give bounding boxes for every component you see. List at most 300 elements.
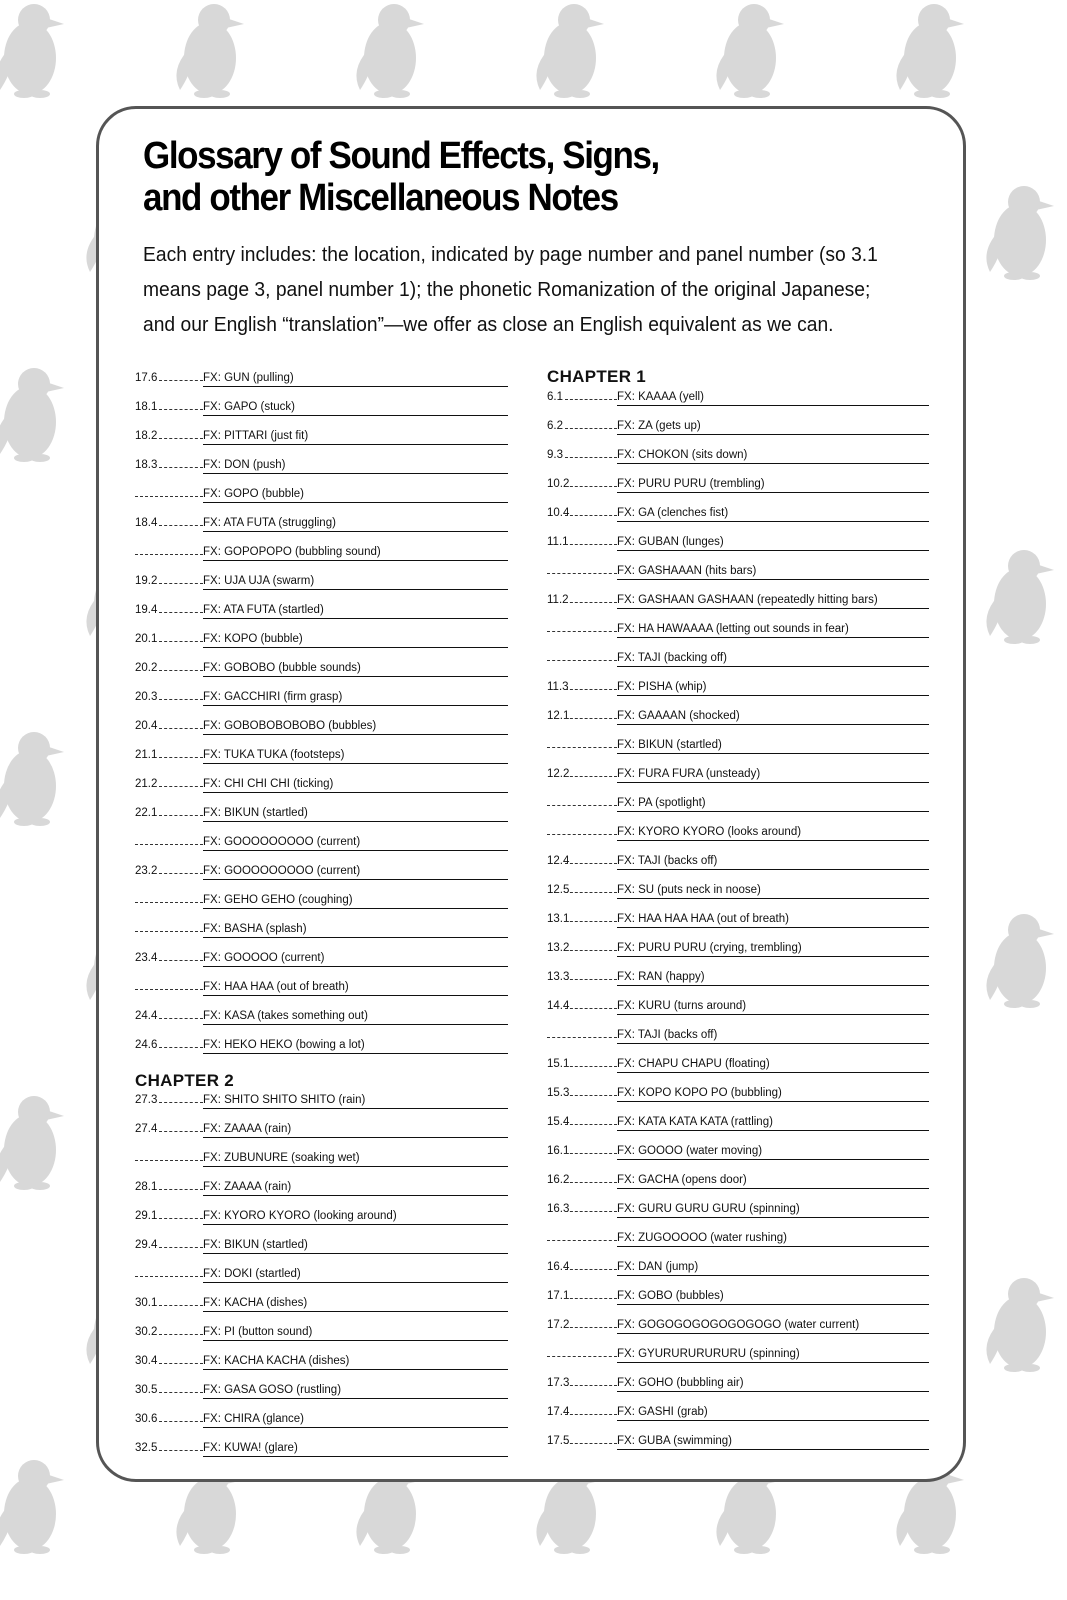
- title-line-1: Glossary of Sound Effects, Signs,: [143, 135, 659, 177]
- entry-location: 18.1: [135, 401, 158, 413]
- glossary-entry: [547, 850, 929, 870]
- entry-underline: [203, 966, 508, 967]
- glossary-entry: [135, 425, 508, 445]
- entry-leader-dashes: [159, 1247, 203, 1248]
- entry-leader-dashes: [159, 1363, 203, 1364]
- glossary-entry: [547, 879, 929, 899]
- entry-sound-effect: FX: GOPO (bubble): [203, 488, 304, 500]
- entry-sound-effect: FX: GASHI (grab): [617, 1406, 708, 1418]
- entry-underline: [203, 647, 508, 648]
- glossary-entry: [135, 686, 508, 706]
- entry-location: 12.5: [547, 884, 570, 896]
- glossary-entry: [547, 792, 929, 812]
- entry-location: 16.1: [547, 1145, 570, 1157]
- entry-sound-effect: FX: SHITO SHITO SHITO (rain): [203, 1094, 366, 1106]
- glossary-entry: [547, 1285, 929, 1305]
- entry-underline: [203, 618, 508, 619]
- glossary-entry: [547, 1111, 929, 1131]
- entry-sound-effect: FX: GOPOPOPO (bubbling sound): [203, 546, 381, 558]
- glossary-entry: [135, 512, 508, 532]
- entry-underline: [203, 502, 508, 503]
- entry-underline: [617, 840, 929, 841]
- entry-underline: [617, 1246, 929, 1247]
- entry-sound-effect: FX: GASHAAN GASHAAN (repeatedly hitting bars): [617, 594, 878, 606]
- glossary-entry: [547, 1140, 929, 1160]
- entry-location: 20.2: [135, 662, 158, 674]
- glossary-entry: [135, 1034, 508, 1054]
- glossary-entry: [135, 947, 508, 967]
- page-title: [143, 135, 787, 219]
- entry-sound-effect: FX: TUKA TUKA (footsteps): [203, 749, 345, 761]
- entry-location: 23.2: [135, 865, 158, 877]
- entry-location: 30.5: [135, 1384, 158, 1396]
- entry-sound-effect: FX: GOGOGOGOGOGOGOGO (water current): [617, 1319, 860, 1331]
- entry-leader-dashes: [565, 1385, 617, 1386]
- entry-sound-effect: FX: KUWA! (glare): [203, 1442, 298, 1454]
- entry-sound-effect: FX: BIKUN (startled): [203, 1239, 308, 1251]
- entry-leader-dashes: [159, 670, 203, 671]
- glossary-entry: [135, 831, 508, 851]
- entry-sound-effect: FX: KACHA KACHA (dishes): [203, 1355, 350, 1367]
- entry-leader-dashes: [159, 1131, 203, 1132]
- entry-underline: [617, 405, 929, 406]
- entry-underline: [203, 792, 508, 793]
- glossary-entry: [135, 976, 508, 996]
- entry-underline: [617, 1014, 929, 1015]
- entry-leader-dashes: [565, 1414, 617, 1415]
- entry-sound-effect: FX: GAPO (stuck): [203, 401, 296, 413]
- entry-location: 12.4: [547, 855, 570, 867]
- entry-leader-dashes: [565, 863, 617, 864]
- entry-leader-dashes: [159, 467, 203, 468]
- entry-location: 18.4: [135, 517, 158, 529]
- entry-underline: [203, 1108, 508, 1109]
- glossary-card: [96, 106, 966, 1482]
- entry-sound-effect: FX: HAA HAA HAA (out of breath): [617, 913, 789, 925]
- entry-underline: [617, 695, 929, 696]
- entry-sound-effect: FX: GACCHIRI (firm grasp): [203, 691, 343, 703]
- entry-leader-dashes: [565, 892, 617, 893]
- entry-location: 10.4: [547, 507, 570, 519]
- entry-underline: [203, 1311, 508, 1312]
- glossary-entry: [547, 473, 929, 493]
- entry-sound-effect: FX: GUBA (swimming): [617, 1435, 733, 1447]
- glossary-entry: [135, 918, 508, 938]
- entry-sound-effect: FX: HA HAWAAAA (letting out sounds in fear): [617, 623, 849, 635]
- glossary-entry: [135, 367, 508, 387]
- entry-underline: [617, 869, 929, 870]
- entry-underline: [617, 1159, 929, 1160]
- entry-sound-effect: FX: GEHO GEHO (coughing): [203, 894, 353, 906]
- entry-leader-dashes: [565, 776, 617, 777]
- entry-leader-dashes: [135, 1276, 203, 1277]
- glossary-entry: [135, 1005, 508, 1025]
- entry-underline: [203, 821, 508, 822]
- chapter-heading: CHAPTER 2: [135, 1071, 235, 1090]
- entry-sound-effect: FX: PITTARI (just fit): [203, 430, 309, 442]
- entry-location: 16.2: [547, 1174, 570, 1186]
- entry-underline: [617, 608, 929, 609]
- entry-sound-effect: FX: DAN (jump): [617, 1261, 699, 1273]
- entry-underline: [203, 763, 508, 764]
- entry-underline: [617, 956, 929, 957]
- entry-leader-dashes: [547, 747, 617, 748]
- entry-sound-effect: FX: KAAAA (yell): [617, 391, 704, 403]
- entry-underline: [203, 1166, 508, 1167]
- entry-leader-dashes: [159, 1047, 203, 1048]
- penguin-silhouette: [356, 4, 424, 98]
- entry-sound-effect: FX: GASHAAAN (hits bars): [617, 565, 757, 577]
- entry-sound-effect: FX: GYURURURURURU (spinning): [617, 1348, 800, 1360]
- entry-leader-dashes: [547, 805, 617, 806]
- entry-sound-effect: FX: ZUBUNURE (soaking wet): [203, 1152, 360, 1164]
- entry-sound-effect: FX: HAA HAA (out of breath): [203, 981, 349, 993]
- entry-sound-effect: FX: GA (clenches fist): [617, 507, 729, 519]
- glossary-entry: [135, 570, 508, 590]
- entry-underline: [203, 1253, 508, 1254]
- entry-leader-dashes: [159, 612, 203, 613]
- entry-sound-effect: FX: KATA KATA KATA (rattling): [617, 1116, 773, 1128]
- glossary-entry: [547, 502, 929, 522]
- entry-leader-dashes: [135, 1160, 203, 1161]
- penguin-silhouette: [0, 732, 64, 826]
- entry-sound-effect: FX: TAJI (backing off): [617, 652, 727, 664]
- entry-underline: [203, 386, 508, 387]
- glossary-entry: [135, 1321, 508, 1341]
- entry-sound-effect: FX: BIKUN (startled): [617, 739, 722, 751]
- penguin-silhouette: [0, 4, 64, 98]
- entry-underline: [203, 1224, 508, 1225]
- glossary-entry: [547, 1198, 929, 1218]
- entry-sound-effect: FX: GOOOO (water moving): [617, 1145, 763, 1157]
- entry-location: 30.2: [135, 1326, 158, 1338]
- glossary-entry: [135, 1147, 508, 1167]
- glossary-entry: [547, 531, 929, 551]
- entry-location: 11.1: [547, 536, 569, 548]
- entry-location: 14.4: [547, 1000, 570, 1012]
- entry-underline: [617, 579, 929, 580]
- glossary-entry: [547, 763, 929, 783]
- entry-leader-dashes: [159, 699, 203, 700]
- glossary-entry: [135, 1350, 508, 1370]
- title-line-2: and other Miscellaneous Notes: [143, 177, 618, 219]
- entry-leader-dashes: [565, 544, 617, 545]
- glossary-entry: [547, 589, 929, 609]
- entry-leader-dashes: [565, 1327, 617, 1328]
- glossary-entry: [135, 1379, 508, 1399]
- entry-location: 13.1: [547, 913, 570, 925]
- glossary-entry: [547, 1256, 929, 1276]
- glossary-entry: [547, 734, 929, 754]
- glossary-entry: [547, 444, 929, 464]
- entry-sound-effect: FX: HEKO HEKO (bowing a lot): [203, 1039, 365, 1051]
- entry-sound-effect: FX: SU (puts neck in noose): [617, 884, 761, 896]
- glossary-entry: [547, 1401, 929, 1421]
- entry-underline: [617, 753, 929, 754]
- entry-location: 24.6: [135, 1039, 158, 1051]
- entry-sound-effect: FX: CHAPU CHAPU (floating): [617, 1058, 770, 1070]
- entry-underline: [203, 995, 508, 996]
- entry-location: 17.6: [135, 372, 158, 384]
- glossary-entry: [547, 1314, 929, 1334]
- entry-leader-dashes: [565, 1095, 617, 1096]
- entry-underline: [203, 879, 508, 880]
- entry-underline: [617, 1101, 929, 1102]
- entry-leader-dashes: [547, 660, 617, 661]
- entry-location: 12.1: [547, 710, 570, 722]
- glossary-entry: [135, 1176, 508, 1196]
- glossary-entry: [547, 1169, 929, 1189]
- entry-leader-dashes: [159, 873, 203, 874]
- glossary-entry: [547, 1053, 929, 1073]
- entry-sound-effect: FX: ZAAAA (rain): [203, 1123, 292, 1135]
- entry-leader-dashes: [159, 1018, 203, 1019]
- entry-underline: [203, 1137, 508, 1138]
- glossary-entry: [135, 657, 508, 677]
- entry-sound-effect: FX: CHOKON (sits down): [617, 449, 748, 461]
- glossary-entry: [547, 1082, 929, 1102]
- glossary-entry: [547, 560, 929, 580]
- entry-underline: [203, 1024, 508, 1025]
- entry-leader-dashes: [159, 1392, 203, 1393]
- entry-leader-dashes: [565, 457, 617, 458]
- glossary-entry: [547, 821, 929, 841]
- entry-sound-effect: FX: GOOOOOOOOO (current): [203, 865, 361, 877]
- entry-underline: [203, 676, 508, 677]
- entry-location: 18.3: [135, 459, 158, 471]
- entry-underline: [617, 1362, 929, 1363]
- entry-sound-effect: FX: KASA (takes something out): [203, 1010, 368, 1022]
- entry-leader-dashes: [565, 921, 617, 922]
- entry-leader-dashes: [565, 428, 617, 429]
- entry-leader-dashes: [565, 486, 617, 487]
- glossary-entry: [135, 1292, 508, 1312]
- entry-leader-dashes: [565, 399, 617, 400]
- entry-underline: [203, 937, 508, 938]
- penguin-silhouette: [0, 368, 64, 462]
- entry-underline: [203, 1398, 508, 1399]
- entry-location: 13.3: [547, 971, 570, 983]
- entry-leader-dashes: [159, 960, 203, 961]
- entry-location: 17.1: [547, 1290, 570, 1302]
- entry-leader-dashes: [565, 602, 617, 603]
- entry-location: 29.1: [135, 1210, 158, 1222]
- entry-location: 11.2: [547, 594, 569, 606]
- entry-leader-dashes: [565, 1124, 617, 1125]
- entry-leader-dashes: [565, 1153, 617, 1154]
- entry-underline: [203, 1369, 508, 1370]
- entry-underline: [617, 1275, 929, 1276]
- entry-leader-dashes: [135, 989, 203, 990]
- glossary-entry: [135, 628, 508, 648]
- entry-underline: [617, 666, 929, 667]
- entry-sound-effect: FX: ZAAAA (rain): [203, 1181, 292, 1193]
- entry-underline: [203, 1340, 508, 1341]
- entry-leader-dashes: [565, 950, 617, 951]
- entry-leader-dashes: [159, 1102, 203, 1103]
- penguin-silhouette: [986, 550, 1054, 644]
- entry-underline: [617, 637, 929, 638]
- entry-underline: [617, 1130, 929, 1131]
- entry-underline: [203, 850, 508, 851]
- entry-leader-dashes: [159, 786, 203, 787]
- penguin-silhouette: [986, 186, 1054, 280]
- glossary-entry: [135, 802, 508, 822]
- glossary-entry: [135, 396, 508, 416]
- entry-location: 19.4: [135, 604, 158, 616]
- entry-underline: [203, 560, 508, 561]
- entry-sound-effect: FX: PA (spotlight): [617, 797, 706, 809]
- entry-leader-dashes: [565, 689, 617, 690]
- entry-leader-dashes: [565, 1008, 617, 1009]
- glossary-entry: [547, 1024, 929, 1044]
- glossary-entry: [135, 454, 508, 474]
- entry-leader-dashes: [565, 718, 617, 719]
- entry-underline: [203, 444, 508, 445]
- glossary-entry: [547, 705, 929, 725]
- entry-sound-effect: FX: ATA FUTA (startled): [203, 604, 324, 616]
- entry-underline: [617, 898, 929, 899]
- entry-leader-dashes: [565, 1443, 617, 1444]
- entry-location: 27.4: [135, 1123, 158, 1135]
- entry-leader-dashes: [547, 573, 617, 574]
- penguin-silhouette: [986, 1278, 1054, 1372]
- entry-underline: [203, 705, 508, 706]
- entry-location: 6.1: [547, 391, 563, 403]
- entry-leader-dashes: [159, 583, 203, 584]
- entry-location: 22.1: [135, 807, 158, 819]
- entry-sound-effect: FX: TAJI (backs off): [617, 1029, 718, 1041]
- entry-location: 21.1: [135, 749, 158, 761]
- entry-sound-effect: FX: GUN (pulling): [203, 372, 294, 384]
- glossary-entry: [547, 676, 929, 696]
- glossary-entry: [135, 1118, 508, 1138]
- entry-location: 16.3: [547, 1203, 570, 1215]
- entry-underline: [617, 782, 929, 783]
- entry-sound-effect: FX: ATA FUTA (struggling): [203, 517, 336, 529]
- entry-leader-dashes: [135, 844, 203, 845]
- entry-location: 12.2: [547, 768, 570, 780]
- entry-underline: [617, 1391, 929, 1392]
- entry-location: 19.2: [135, 575, 158, 587]
- entry-sound-effect: FX: ZA (gets up): [617, 420, 701, 432]
- penguin-silhouette: [896, 4, 964, 98]
- entry-leader-dashes: [565, 979, 617, 980]
- entry-underline: [203, 415, 508, 416]
- entry-location: 20.1: [135, 633, 158, 645]
- entry-sound-effect: FX: DOKI (startled): [203, 1268, 301, 1280]
- entry-leader-dashes: [135, 931, 203, 932]
- glossary-entry: [547, 618, 929, 638]
- entry-sound-effect: FX: KURU (turns around): [617, 1000, 747, 1012]
- entry-sound-effect: FX: GUBAN (lunges): [617, 536, 724, 548]
- entry-leader-dashes: [159, 1218, 203, 1219]
- glossary-entry: [135, 1234, 508, 1254]
- glossary-entry: [547, 908, 929, 928]
- entry-underline: [617, 724, 929, 725]
- entry-underline: [617, 1304, 929, 1305]
- glossary-entry: [547, 1372, 929, 1392]
- entry-leader-dashes: [547, 1240, 617, 1241]
- entry-underline: [617, 492, 929, 493]
- entry-leader-dashes: [565, 1066, 617, 1067]
- entry-sound-effect: FX: KOPO KOPO PO (bubbling): [617, 1087, 782, 1099]
- entry-sound-effect: FX: DON (push): [203, 459, 286, 471]
- entry-underline: [617, 1420, 929, 1421]
- intro-paragraph: Each entry includes: the location, indicated by page number and panel number (so 3.1 means page 3, panel number 1); the phonetic Romanization of the original Japanese; and our English “translation”—we offer as close an English equivalent as we can.: [143, 243, 878, 336]
- entry-leader-dashes: [547, 1037, 617, 1038]
- glossary-entry: [547, 966, 929, 986]
- entry-underline: [203, 908, 508, 909]
- entry-leader-dashes: [135, 496, 203, 497]
- glossary-entry: [547, 415, 929, 435]
- entry-underline: [203, 734, 508, 735]
- penguin-silhouette: [0, 1460, 64, 1554]
- entry-sound-effect: FX: PISHA (whip): [617, 681, 707, 693]
- entry-sound-effect: FX: CHIRA (glance): [203, 1413, 304, 1425]
- entry-underline: [617, 1333, 929, 1334]
- chapter-heading: CHAPTER 1: [547, 367, 647, 386]
- entry-location: 15.3: [547, 1087, 570, 1099]
- entry-underline: [617, 1188, 929, 1189]
- entry-sound-effect: FX: GOBOBOBOBOBO (bubbles): [203, 720, 377, 732]
- entry-leader-dashes: [565, 1211, 617, 1212]
- entry-underline: [203, 1456, 508, 1457]
- entry-sound-effect: FX: PURU PURU (trembling): [617, 478, 765, 490]
- entry-location: 29.4: [135, 1239, 158, 1251]
- entry-leader-dashes: [547, 631, 617, 632]
- glossary-entry: [135, 744, 508, 764]
- entry-location: 15.1: [547, 1058, 570, 1070]
- entry-leader-dashes: [159, 1189, 203, 1190]
- entry-leader-dashes: [565, 1182, 617, 1183]
- entry-sound-effect: FX: GOOOOO (current): [203, 952, 325, 964]
- entry-underline: [203, 1282, 508, 1283]
- entry-leader-dashes: [547, 834, 617, 835]
- entry-leader-dashes: [159, 1421, 203, 1422]
- entry-location: 28.1: [135, 1181, 158, 1193]
- entry-sound-effect: FX: PI (button sound): [203, 1326, 313, 1338]
- entry-location: 24.4: [135, 1010, 158, 1022]
- entry-leader-dashes: [159, 438, 203, 439]
- glossary-entry: [135, 860, 508, 880]
- entry-location: 17.3: [547, 1377, 570, 1389]
- entry-underline: [617, 985, 929, 986]
- entry-leader-dashes: [159, 525, 203, 526]
- glossary-entry: [547, 647, 929, 667]
- entry-underline: [617, 1072, 929, 1073]
- entry-sound-effect: FX: BASHA (splash): [203, 923, 307, 935]
- glossary-entry: [547, 995, 929, 1015]
- entry-underline: [617, 550, 929, 551]
- entry-location: 17.2: [547, 1319, 570, 1331]
- entry-leader-dashes: [565, 1298, 617, 1299]
- entry-location: 32.5: [135, 1442, 158, 1454]
- glossary-entry: [547, 1430, 929, 1450]
- entry-leader-dashes: [159, 728, 203, 729]
- entry-sound-effect: FX: GAAAAN (shocked): [617, 710, 740, 722]
- entry-sound-effect: FX: FURA FURA (unsteady): [617, 768, 761, 780]
- entry-location: 18.2: [135, 430, 158, 442]
- entry-location: 30.6: [135, 1413, 158, 1425]
- glossary-entry: [135, 1089, 508, 1109]
- glossary-entry: [135, 483, 508, 503]
- entry-location: 17.4: [547, 1406, 570, 1418]
- entry-leader-dashes: [159, 1305, 203, 1306]
- penguin-silhouette: [0, 1096, 64, 1190]
- glossary-entry: [135, 1408, 508, 1428]
- glossary-entry: [135, 773, 508, 793]
